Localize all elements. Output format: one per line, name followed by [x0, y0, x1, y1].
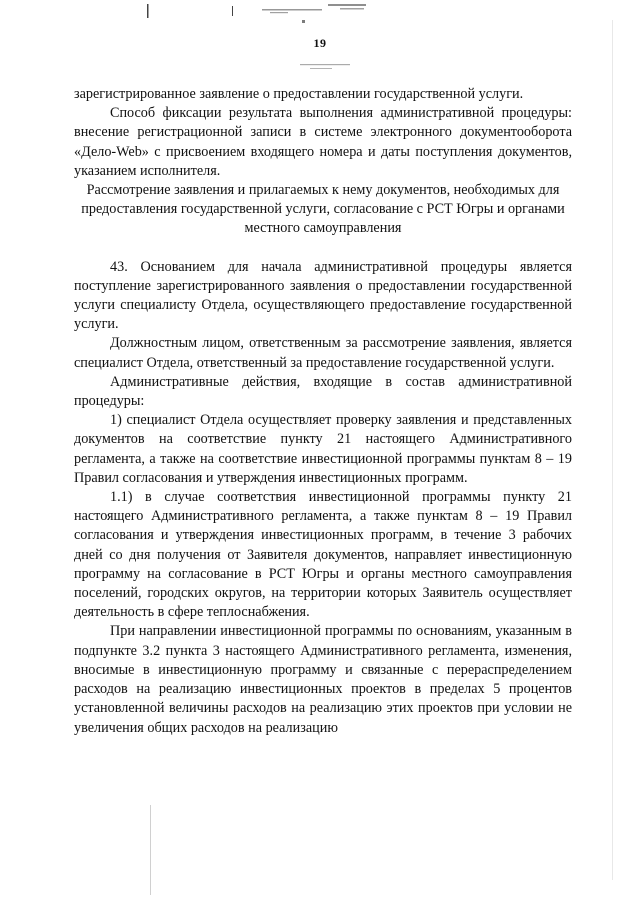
paragraph: зарегистрированное заявление о предоставлении государственной услуги. [74, 86, 524, 102]
paragraph: Способ фиксации результата выполнения административной процедуры: внесение регистрационной записи в системе электронного документооборота «Дело-Web» с присвоением входящего номера и даты поступления документов, указанием исполнителя. [74, 105, 572, 179]
paragraph: При направлении инвестиционной программы по основаниям, указанным в подпункте 3.2 пункта 3 настоящего Административного регламента, изменения, вносимые в инвестиционную программу и связанные с перераспределением расходов на реализацию инвестиционных проектов в пределах 5 процентов установленной величины расходов на реализацию этих проектов при условии не увеличения общих расходов на реализацию [74, 623, 572, 736]
paragraph: Должностным лицом, ответственным за рассмотрение заявления, является специалист Отдела, ответственный за предоставление государственной услуги. [74, 335, 572, 371]
paragraph: 1) специалист Отдела осуществляет проверку заявления и представленных документов на соответствие пункту 21 настоящего Административного регламента, а также на соответствие инвестиционной программы пунктам 8 – 19 Правил согласования и утверждения инвестиционных программ. [74, 412, 572, 486]
paragraph: 1.1) в случае соответствия инвестиционной программы пункту 21 настоящего Административного регламента, а также пунктам 8 – 19 Правил согласования и утверждения инвестиционных программ, в течение 3 рабочих дней со дня получения от Заявителя документов, направляет инвестиционную программу на согласование в РСТ Югры и органы местного самоуправления поселений, городских округов, на территории которых Заявитель осуществляет деятельность в сфере теплоснабжения. [74, 489, 572, 621]
page-number: 19 [313, 36, 327, 50]
paragraph: Административные действия, входящие в состав административной процедуры: [74, 373, 572, 410]
paragraph: 43. Основанием для начала административной процедуры является поступление зарегистрированного заявления о предоставлении государственной услуги специалисту Отдела, осуществляющего предоставление государственной услуги. [74, 258, 572, 333]
section-heading: Рассмотрение заявления и прилагаемых к нему документов, необходимых для предоставления государственной услуги, согласование с РСТ Югры и органами местного самоуправления [81, 182, 565, 237]
document-body [74, 85, 572, 738]
